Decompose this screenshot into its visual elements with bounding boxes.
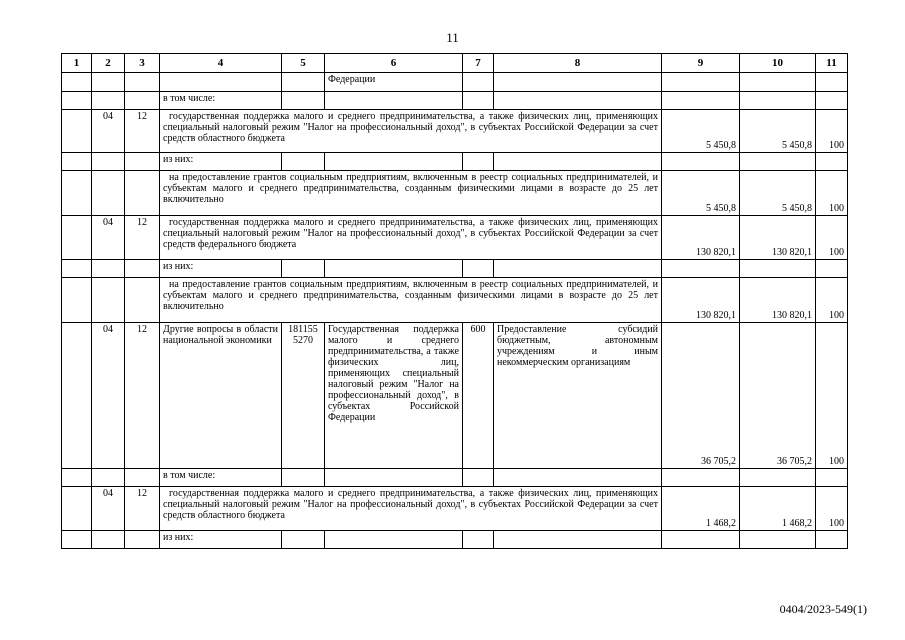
expense-type-name: Предоставление субсидий бюджетным, автономным учреждениям и иным некоммерческим организациям — [494, 323, 662, 469]
row-text: государственная поддержка малого и среднего предпринимательства, а также физических лиц, применяющих специальный налоговый режим "Налог на профессиональный доход", в субъектах Российской Федерации за счет средств федерального бюджета — [160, 216, 662, 260]
row-text: государственная поддержка малого и среднего предпринимательства, а также физических лиц, применяющих специальный налоговый режим "Налог на профессиональный доход", в субъектах Российской Федерации за счет средств областного бюджета — [160, 110, 662, 153]
value-planned: 130 820,1 — [662, 278, 740, 323]
value-executed: 5 450,8 — [740, 110, 816, 153]
table-row — [62, 73, 848, 92]
table-row — [62, 92, 848, 110]
header-cell: 6 — [325, 54, 463, 73]
row-text: на предоставление грантов социальным предприятиям, включенным в реестр социальных предпринимателей, и субъектам малого и среднего предпринимательства, созданным физическими лицами в возрасте до 25 лет включительно — [160, 171, 662, 216]
value-executed: 130 820,1 — [740, 216, 816, 260]
row-text: на предоставление грантов социальным предприятиям, включенным в реестр социальных предпринимателей, и субъектам малого и среднего предпринимательства, созданным физическими лицами в возрасте до 25 лет включительно — [160, 278, 662, 323]
table-row — [62, 216, 848, 260]
header-cell: 7 — [463, 54, 494, 73]
header-cell: 8 — [494, 54, 662, 73]
row-text: Федерации — [325, 73, 463, 92]
row-text: из них: — [160, 531, 282, 549]
value-executed: 5 450,8 — [740, 171, 816, 216]
subsection-code: 12 — [125, 323, 160, 469]
section-name: Другие вопросы в области национальной экономики — [160, 323, 282, 469]
target-article-code: 181155 5270 — [282, 323, 325, 469]
value-planned: 1 468,2 — [662, 487, 740, 531]
target-article-name: Государственная поддержка малого и среднего предпринимательства, а также физических лиц, применяющих специальный налоговый режим "Налог на профессиональный доход", в субъектах Российской Федерации — [325, 323, 463, 469]
header-cell: 5 — [282, 54, 325, 73]
value-percent: 100 — [816, 110, 848, 153]
row-text: государственная поддержка малого и среднего предпринимательства, а также физических лиц, применяющих специальный налоговый режим "Налог на профессиональный доход", в субъектах Российской Федерации за счет средств областного бюджета — [160, 487, 662, 531]
table-row — [62, 260, 848, 278]
section-code: 04 — [92, 323, 125, 469]
row-text: в том числе: — [160, 469, 282, 487]
section-code: 04 — [92, 110, 125, 153]
value-planned: 130 820,1 — [662, 216, 740, 260]
row-text: из них: — [160, 260, 282, 278]
value-percent: 100 — [816, 171, 848, 216]
table-row — [62, 487, 848, 531]
value-planned: 5 450,8 — [662, 171, 740, 216]
budget-table — [61, 53, 848, 549]
header-cell: 4 — [160, 54, 282, 73]
table-row — [62, 531, 848, 549]
value-executed: 1 468,2 — [740, 487, 816, 531]
header-cell: 3 — [125, 54, 160, 73]
table-row — [62, 171, 848, 216]
value-percent: 100 — [816, 216, 848, 260]
subsection-code: 12 — [125, 216, 160, 260]
header-row — [62, 54, 848, 73]
table-row — [62, 278, 848, 323]
value-planned: 5 450,8 — [662, 110, 740, 153]
section-code: 04 — [92, 487, 125, 531]
page-number: 11 — [446, 30, 459, 45]
value-percent: 100 — [816, 487, 848, 531]
document-code: 0404/2023-549(1) — [779, 602, 867, 616]
header-cell: 1 — [62, 54, 92, 73]
header-cell: 10 — [740, 54, 816, 73]
subsection-code: 12 — [125, 487, 160, 531]
row-text: в том числе: — [160, 92, 282, 110]
value-percent: 100 — [816, 278, 848, 323]
header-cell: 2 — [92, 54, 125, 73]
subsection-code: 12 — [125, 110, 160, 153]
value-executed: 130 820,1 — [740, 278, 816, 323]
expense-type-code: 600 — [463, 323, 494, 469]
value-planned: 36 705,2 — [662, 323, 740, 469]
section-code: 04 — [92, 216, 125, 260]
row-text: из них: — [160, 153, 282, 171]
table-row — [62, 110, 848, 153]
header-cell: 11 — [816, 54, 848, 73]
value-percent: 100 — [816, 323, 848, 469]
table-row — [62, 153, 848, 171]
value-executed: 36 705,2 — [740, 323, 816, 469]
header-cell: 9 — [662, 54, 740, 73]
table-row — [62, 323, 848, 469]
table-row — [62, 469, 848, 487]
